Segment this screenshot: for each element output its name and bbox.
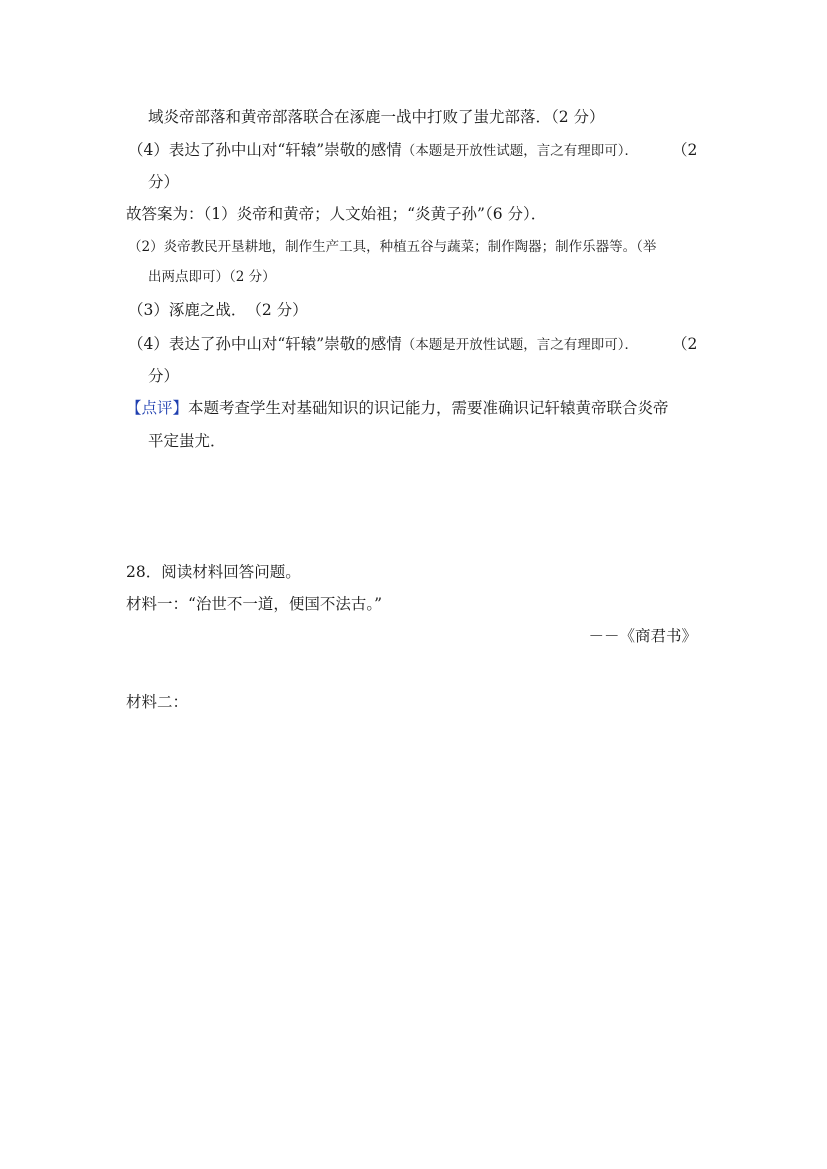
answer-item-2: （2）炎帝教民开垦耕地，制作生产工具，种植五谷与蔬菜；制作陶器；制作乐器等。（举 [128, 239, 657, 255]
answer-item-3: （3）涿鹿之战． （2 分） [128, 301, 308, 319]
answer-item-4-b [128, 334, 638, 355]
question-28-title: 28．阅读材料回答问题。 [126, 563, 301, 581]
answer-item-4-b-note: （本题是开放性试题，言之有理即可）． [401, 337, 638, 353]
final-answer-intro: 故答案为：（1）炎帝和黄帝；人文始祖；“炎黄子孙”（6 分）． [126, 205, 547, 223]
answer-item-4-a-main: （4）表达了孙中山对“轩辕”崇敬的感情 [128, 141, 402, 159]
answer-item-4-a-note: （本题是开放性试题，言之有理即可）． [401, 143, 638, 159]
answer-item-4-b-main: （4）表达了孙中山对“轩辕”崇敬的感情 [128, 335, 402, 353]
material-1: 材料一：“治世不一道，便国不法古。” [126, 595, 383, 613]
answer-item-4-b-score-open: （2 [672, 335, 698, 353]
comment-cont: 平定蚩尤． [148, 432, 226, 450]
answer-line-1: 域炎帝部落和黄帝部落联合在涿鹿一战中打败了蚩尤部落．（2 分） [148, 108, 605, 126]
comment-tag: 【点评】 [126, 399, 189, 417]
material-1-source: －－《商君书》 [588, 627, 697, 645]
answer-item-4-a [128, 140, 638, 161]
material-2: 材料二： [126, 693, 189, 711]
comment-line [126, 398, 669, 418]
answer-item-4-a-score-open: （2 [672, 141, 698, 159]
answer-item-2-cont: 出两点即可）（2 分） [148, 269, 276, 285]
answer-item-4-a-score-close: 分） [148, 173, 180, 191]
comment-text: 本题考查学生对基础知识的识记能力，需要准确识记轩辕黄帝联合炎帝 [188, 399, 669, 417]
answer-item-4-b-score-close: 分） [148, 367, 180, 385]
